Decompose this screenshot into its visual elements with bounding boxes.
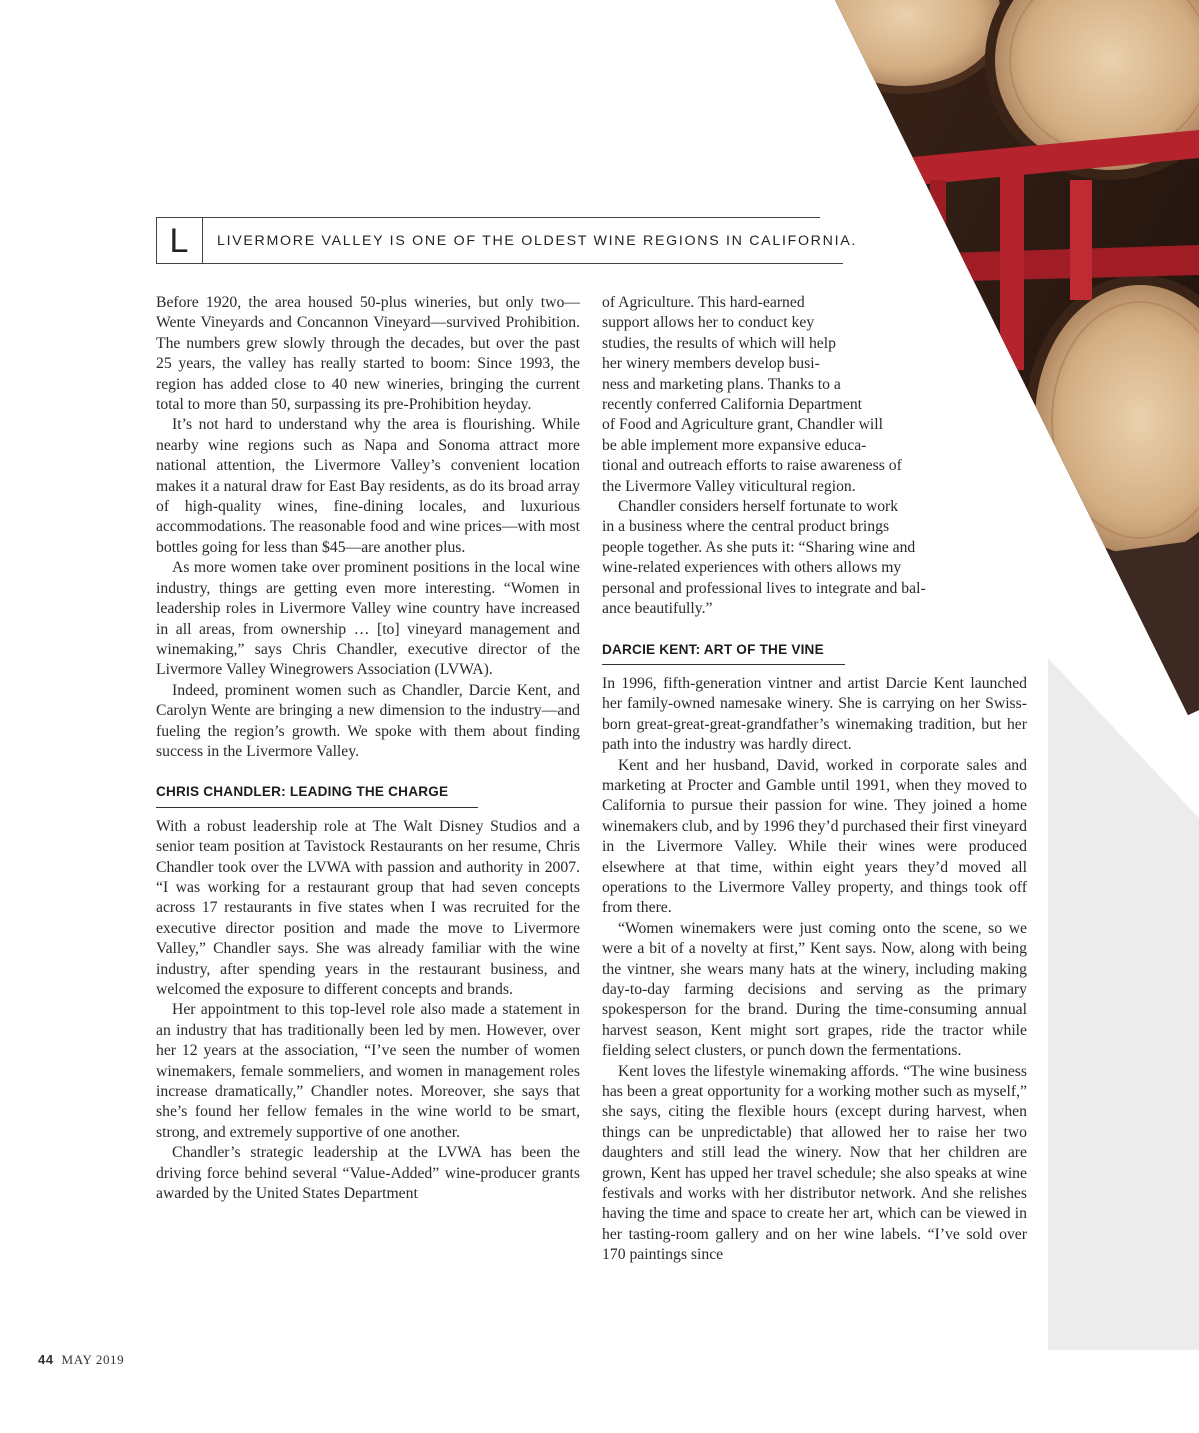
pull-quote-bottom-rule <box>156 263 843 264</box>
text-line: people together. As she puts it: “Sharing wine and <box>602 538 916 556</box>
closing-paragraph <box>602 497 1027 619</box>
section-heading-chandler: CHRIS CHANDLER: LEADING THE CHARGE <box>156 782 478 807</box>
text-line: in a business where the central product brings <box>602 518 890 536</box>
text-line: wine-related experiences with others allows my <box>602 559 902 577</box>
page-number: 44 <box>38 1352 54 1367</box>
pull-quote-left-rule <box>156 217 157 264</box>
paragraph: Chandler’s strategic leadership at the LVWA has been the driving force behind several “Value-Added” wine-producer grants awarded by the United States Department <box>156 1144 580 1203</box>
pull-quote-top-rule <box>156 217 820 218</box>
continued-paragraph <box>602 293 1027 497</box>
text-line: be able implement more expansive educa- <box>602 436 867 454</box>
text-line: of Agriculture. This hard-earned <box>602 294 805 311</box>
pull-quote-letter: L <box>169 222 189 260</box>
text-line: of Food and Agriculture grant, Chandler will <box>602 416 884 434</box>
text-line: tional and outreach efforts to raise awareness of <box>602 457 902 475</box>
issue-date: MAY 2019 <box>61 1352 125 1367</box>
section-heading-kent: DARCIE KENT: ART OF THE VINE <box>602 640 845 665</box>
paragraph: It’s not hard to understand why the area is flourishing. While nearby wine regions such as Napa and Sonoma attract more national attention, the Livermore Valley’s convenient location makes it a natural draw for East Bay residents, as do its broad array of high-quality wines, fine-dining locales, and luxurious accommodations. The reasonable food and wine prices—with most bottles going for less than $45—are another plus. <box>156 416 580 556</box>
text-line: support allows her to conduct key <box>602 314 815 332</box>
pull-quote-divider <box>202 217 203 264</box>
page-folio <box>38 1352 124 1368</box>
paragraph: Before 1920, the area housed 50-plus wineries, but only two—Wente Vineyards and Concannon Vineyard—survived Prohibition. The numbers grew slowly through the decades, but over the past 25 years, the valley has really started to boom: Since 1993, the region has added close to 40 new wineries, bringing the current total to more than 50, surpassing its pre-Prohibition heyday. <box>156 294 580 414</box>
paragraph: As more women take over prominent positions in the local wine industry, things are getting even more interesting. “Women in leadership roles in Livermore Valley wine country have increased in all areas, from ownership … [to] vineyard management and winemaking,” says Chris Chandler, executive director of the Livermore Valley Winegrowers Association (LVWA). <box>156 559 580 679</box>
text-line: the Livermore Valley viticultural region. <box>602 477 856 495</box>
paragraph: Her appointment to this top-level role also made a statement in an industry that has traditionally been led by men. However, over her 12 years at the association, “I’ve seen the number of women winemakers, female sommeliers, and women in management roles increase dramatically,” Chandler notes. Moreover, she says that she’s found her fellow females in the wine world to be smart, strong, and extremely supportive of one another. <box>156 1001 580 1141</box>
right-column <box>602 293 1027 1266</box>
paragraph: “Women winemakers were just coming onto the scene, so we were a bit of a novelty at first,” Kent says. Now, along with being the vintner, she wears many hats at the winery, including making day-to-day farming decisions and serving as the primary spokesperson for the brand. During the time-consuming annual harvest season, Kent might sort grapes, ride the tractor while fielding select clusters, or punch down the fermentations. <box>602 919 1027 1060</box>
paragraph: In 1996, fifth-generation vintner and artist Darcie Kent launched her family-owned namesake winery. She is carrying on her Swiss-born great-great-great-grandfather’s winemaking tradition, but her path into the industry was hardly direct. <box>602 674 1027 754</box>
text-line: ance beautifully.” <box>602 600 713 618</box>
paragraph: Kent loves the lifestyle winemaking affords. “The wine business has been a great opportunity for a working mother such as myself,” she says, citing the flexible hours (except during harvest, when things can be unpredictable) that allowed her to raise her two daughters and still lead the winery. Now that her children are grown, Kent has upped her travel schedule; she also speaks at wine festivals and works with her distributor network. And she relishes having the time and space to create her art, which can be viewed in her tasting-room gallery and on her wine labels. “I’ve sold over 170 paintings since <box>602 1062 1027 1264</box>
text-line: her winery members develop busi- <box>602 355 820 373</box>
paragraph: Kent and her husband, David, worked in corporate sales and marketing at Procter and Gamble until 1991, when they moved to California to pursue their passion for wine. They joined a home winemakers club, and by 1996 they’d purchased their first vineyard in the Livermore Valley. While their wines were produced elsewhere at that time, within eight years they’d moved all operations to the Livermore Valley property, and things took off from there. <box>602 756 1027 917</box>
text-line: personal and professional lives to integrate and bal- <box>602 579 926 597</box>
paragraph: With a robust leadership role at The Walt Disney Studios and a senior team position at Tavistock Restaurants on her resume, Chris Chandler took over the LVWA with passion and authority in 2007. “I was working for a restaurant group that had seven concepts across 17 restaurants in five states when I was recruited for the executive director position and made the move to Livermore Valley,” Chandler says. She was already familiar with the wine industry, after spending years in the restaurant business, and welcomed the exposure to different concepts and brands. <box>156 817 580 998</box>
text-line: Chandler considers herself fortunate to work <box>618 498 899 516</box>
left-column <box>156 293 580 1204</box>
paragraph: Indeed, prominent women such as Chandler, Darcie Kent, and Carolyn Wente are bringing a new dimension to the industry—and fueling the region’s growth. We spoke with them about finding success in the Livermore Valley. <box>156 681 580 760</box>
text-line: studies, the results of which will help <box>602 334 836 352</box>
text-line: ness and marketing plans. Thanks to a <box>602 375 841 393</box>
text-line: recently conferred California Department <box>602 396 863 414</box>
pull-quote-text: LIVERMORE VALLEY IS ONE OF THE OLDEST WINE REGIONS IN CALIFORNIA. <box>217 233 858 249</box>
